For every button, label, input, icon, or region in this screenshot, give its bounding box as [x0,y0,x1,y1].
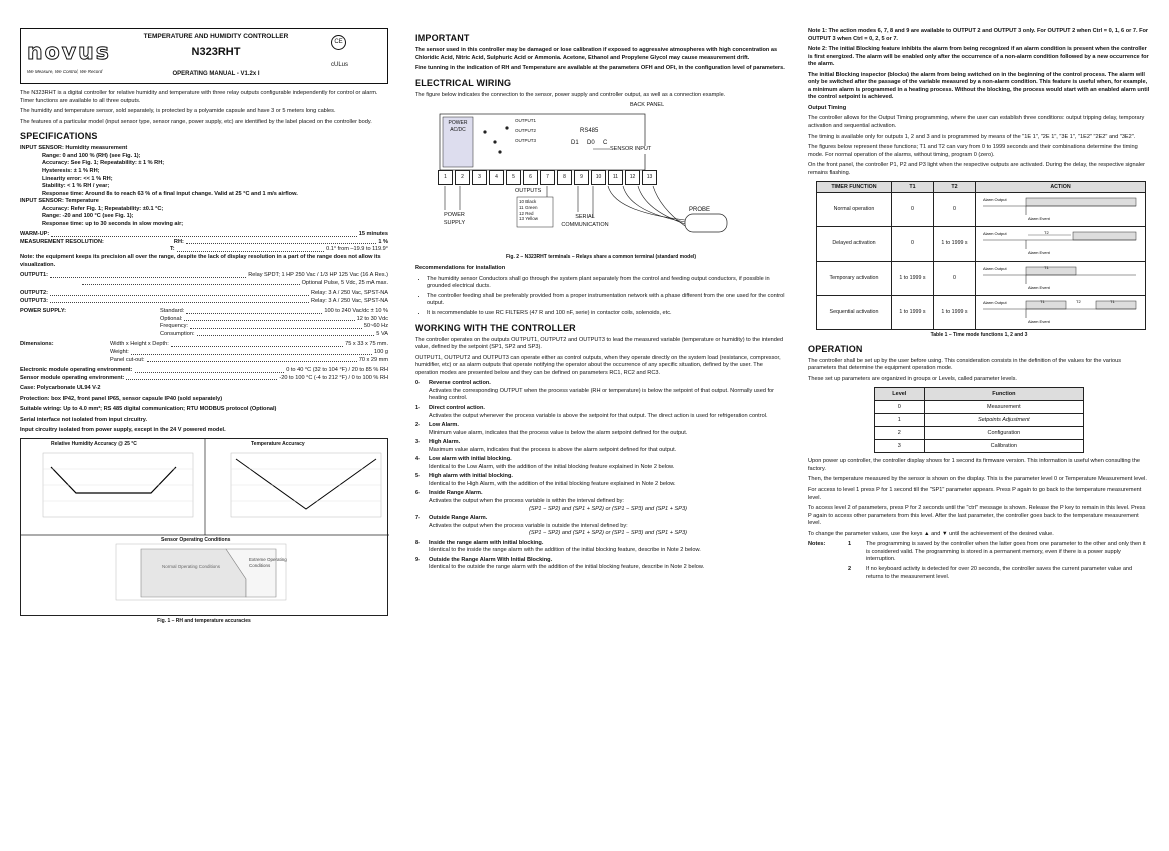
terminal: 6 [523,170,538,185]
spec-line: Stability: < 1 % RH / year; [42,183,110,190]
t2-label: T2 [1076,298,1081,304]
terminal: 12 [625,170,640,185]
mode-item [415,557,787,572]
level-header: Level [875,388,925,401]
dimensions-label: Dimensions: [20,341,54,348]
chart1-title: Relative Humidity Accuracy @ 25 °C [51,440,137,447]
note-number: 1 [848,541,852,548]
t1-label: T1 [1044,264,1049,270]
levels-table [874,387,1084,453]
output3-row [20,298,388,306]
temperature-spec-title: INPUT SENSOR: Temperature [20,198,99,205]
operation-paragraph: To access level 2 of parameters, press P for 2 seconds until the "ctrl" message is shown. Release the P key to remain in this level. Press P again to access other parameters from this level. After the last parameter, the controller goes back to the temperature measurement level. [808,505,1146,527]
mode-key: 8- [415,539,420,546]
mode-desc: Activates the output when the process variable is outside the interval defined by: [429,522,628,529]
wire-number: 12 [519,210,525,216]
terminal: 10 [591,170,606,185]
output2-value: Relay: 3 A / 250 Vac, SPST-NA [310,290,388,297]
wire-color: Yellow [525,216,539,222]
timer-t1: 1 to 1999 s [891,261,933,295]
timer-function: Delayed activation [817,227,892,261]
power-value: 100 to 240 Vac/dc ± 10 % [324,308,388,315]
serial-communication-label: SERIAL COMMUNICATION [561,214,609,228]
wire-number: 13 [519,216,525,222]
column-1 [20,90,388,625]
rh-resolution: 1 % [378,238,388,245]
output2-diagram-label: OUTPUT2 [515,128,537,134]
level-number: 2 [875,427,925,440]
column-2 [415,28,787,574]
resolution-label: MEASUREMENT RESOLUTION: [20,238,104,245]
output3-value: Relay: 3 A / 250 Vac, SPST-NA [310,297,388,304]
operation-paragraph: The controller shall be set up by the user before using. This consideration consists in the definition of the values for the various parameters that determine the equipment operation mode. [808,357,1122,372]
mode-key: 5- [415,473,420,480]
note-number: 2 [848,565,852,572]
output1-value: Relay SPDT; 1 HP 250 Vac / 1/3 HP 125 Vac (16 A Res.) [248,272,388,279]
humidity-spec-title: INPUT SENSOR: Humidity measurement [20,145,128,152]
terminal: 11 [608,170,623,185]
mode-key: 6- [415,490,420,497]
note-item [848,541,1150,564]
table-1-caption: Table 1 – Time mode functions 1, 2 and 3 [930,331,1028,338]
timing-paragraph: The timing is available only for outputs 1, 2 and 3 and is programmed by means of the "1E 1", "2E 1", "3E 1", "1E2" "2E2" and "3E2". [808,133,1136,140]
env1-value: 0 to 40 °C (32 to 104 °F) / 20 to 85 % RH [286,367,388,374]
alarm-output-label: Alarm Output [983,299,1007,305]
timer-t1: 0 [891,193,933,227]
sensor-input-label: SENSOR INPUT [610,146,652,153]
timing-diagram [976,261,1146,295]
chart3-title: Sensor Operating Conditions [161,536,231,543]
model-name: N323RHT [191,46,241,58]
intro-paragraph: The N323RHT is a digital controller for relative humidity and temperature with three relay outputs configurable independently for control or alarm. Timer functions are available to all three outputs. [20,90,378,104]
c-label: C [603,140,608,147]
alarm-output-label: Alarm Output [983,231,1007,237]
resolution-rh-row [20,239,388,247]
wire-number: 11 [519,205,524,211]
operation-paragraph: Then, the temperature measured by the sensor is shown on the display. This is the parameter level 0 or Temperature Measurement level. [808,476,1147,483]
mode-title: High Alarm. [429,439,461,446]
warmup-label: WARM-UP: [20,231,50,238]
mode-formula: (SP1 − SP2) and (SP1 + SP2) or (SP1 − SP3) and (SP1 + SP3) [529,505,687,512]
power-supply-block [20,308,388,338]
mode-desc: Activates the output when the process variable is within the interval defined by: [429,498,624,505]
output-timing-title: Output Timing [808,104,847,111]
terminal: 3 [472,170,487,185]
normal-conditions-label: Normal Operating Conditions [161,563,221,569]
timing-paragraph: The controller allows for the Output Timing programming, where the user can establish three conditions: output tripping delay, temporary activation and sequential activation. [808,115,1145,130]
case-line: Case: Polycarbonate UL94 V-2 [20,385,101,392]
env2-label: Sensor module operating environment: [20,374,125,381]
dimension-key: Width x Height x Depth: [110,341,169,348]
power-supply-label: POWER SUPPLY: [20,308,66,315]
important-paragraph: Fine tunning in the indication of RH and Temperature are available at the parameters OFH and OFt, in the configuration level of parameters. [415,65,785,72]
timer-function: Normal operation [817,193,892,227]
timing-diagram [976,193,1146,227]
terminal: 8 [557,170,572,185]
power-value: 12 to 30 Vdc [356,315,388,322]
recommendations-title: Recommendations for installation [415,265,506,272]
mode-title: High alarm with initial blocking. [429,473,513,480]
spec-line: Accuracy: See Fig. 1; Repeatability: ± 1 % RH; [42,160,165,167]
spec-line: Hysteresis: ± 1 % RH; [42,167,100,174]
terminal: 9 [574,170,589,185]
operation-paragraph: These set up parameters are organized in groups or Levels, called parameter levels. [808,375,1017,382]
alarm-event-label: Alarm Event [1028,284,1050,290]
env2-row [20,375,388,383]
operation-paragraph: To change the parameter values, use the keys ▲ and ▼ until the achievement of the desired value. [808,530,1054,537]
mode-item [415,540,787,555]
notes-label: Notes: [808,541,826,548]
timer-header: TIMER FUNCTION [817,182,892,193]
wire-color: Black [525,199,537,205]
warmup-value: 15 minutes [358,231,388,238]
spec-line: Range: 0 and 100 % (RH) (see Fig. 1); [42,152,141,159]
mode-key: 2- [415,422,420,429]
mode-desc: Minimum value alarm, indicates that the process value is below the alarm setpoint defined for the output. [429,429,688,436]
t-label: T: [170,246,175,253]
operation-paragraph: For access to level 1 press P for 1 second till the "SP1" parameter appears. Press P again to go back to the temperature measurement level. [808,487,1142,501]
mode-title: Inside Range Alarm. [429,490,483,497]
level-function: Configuration [924,427,1083,440]
manual-version: OPERATING MANUAL - V1.2x I [172,71,260,77]
note-item [848,566,1150,581]
mode-title: Reverse control action. [429,380,491,387]
operation-heading: OPERATION [808,343,863,354]
output3-label: OUTPUT3: [20,297,48,304]
dimensions-block [20,341,388,364]
resolution-note: Note: the equipment keeps its precision all over the range, despite the lack of display resolution in a part of the range does not allow its visualization. [20,253,381,268]
wiring-intro: The figure below indicates the connection to the sensor, power supply and controller output, as well as a connection example. [415,91,726,98]
output1-value-2: Optional Pulse, 5 Vdc, 25 mA max. [301,279,388,286]
d0-label: D0 [587,140,595,147]
figure-1-caption: Fig. 1 – RH and temperature accuracies [157,617,251,624]
resolution-t-row [20,246,388,254]
recommendation-item: • The humidity sensor Conductors shall go through the system plant separately from the control and feeding output conductors, if possible in grounded electrical ducts. [427,276,787,291]
tagline: We Measure, We Control, We Record [27,69,103,74]
level-header: Function [924,388,1083,401]
output2-label: OUTPUT2: [20,290,48,297]
mode-desc: Maximum value alarm, indicates that the process is above the alarm setpoint defined for that output. [429,446,677,453]
working-heading: WORKING WITH THE CONTROLLER [415,322,576,333]
wiring-diagram [415,102,787,252]
timer-t1: 1 to 1999 s [891,295,933,329]
d1-label: D1 [571,140,579,147]
temperature-spec-list [20,206,388,229]
mode-desc: Activates the output whenever the process variable is above the setpoint for that output. The direct action is used for refrigeration control. [429,412,768,419]
recommendations-list [415,276,787,318]
mode-key: 0- [415,380,420,387]
figure-1 [20,438,388,616]
t2-label: T2 [1044,230,1049,236]
terminal: 5 [506,170,521,185]
column-3 [808,28,1150,583]
mode-key: 4- [415,456,420,463]
timer-function-table [816,181,1146,330]
output2-row [20,290,388,298]
dimension-value: 100 g [374,349,388,355]
mode-item [415,490,787,513]
mode-key: 3- [415,439,420,446]
warmup-row [20,231,388,239]
alarm-event-label: Alarm Event [1028,318,1050,324]
timer-function: Temporary activation [817,261,892,295]
operation-paragraph: Upon power up controller, the controller display shows for 1 second its firmware version. This information is useful when consulting the factory. [808,458,1140,472]
spec-line: Response time: Around 8s to reach 63 % of a final input change. Valid at 25 °C and 1 m/s airflow. [42,190,298,197]
important-paragraph: The sensor used in this controller may be damaged or lose calibration if exposed to aggressive atmospheres with high concentration as Chloridic Acid, Nitric Acid, Sulphuric Acid or Ammonia. Acetone, Ethanol and Propylene Glycol may cause measurement drift. [415,47,778,61]
rh-label: RH: [173,238,184,245]
timing-diagram [976,295,1146,329]
power-key: Frequency: [160,323,188,330]
alarm-event-label: Alarm Event [1028,216,1050,222]
level-number: 0 [875,401,925,414]
document-header [20,28,388,84]
ul-mark-icon: cULus [331,62,349,68]
output1-label: OUTPUT1: [20,272,48,279]
note-2: Note 2: The initial Blocking feature inhibits the alarm from being recognized if an alarm condition is present when the controller is first energized. The alarm will be enabled only after the occurrence of a non-alarm condition followed by a new occurrence for the alarm. [808,46,1149,68]
ce-mark-icon: CE [331,35,346,50]
wire-number: 10 [519,199,525,205]
mode-desc: Identical to the outside the range alarm with the addition of the initial blocking feature, describe in Note 2 below. [429,564,705,571]
note-text: If no keyboard activity is detected for over 20 seconds, the controller saves the current parameter value and returns to the measurement level. [866,565,1133,580]
important-heading: IMPORTANT [415,33,470,43]
outputs-label: OUTPUTS [515,188,542,195]
timer-header: T2 [933,182,975,193]
spec-line: Response time: up to 30 seconds in slow moving air; [42,220,184,227]
figure-1-graphics [21,439,389,615]
dimensions-rows [110,341,388,364]
probe-label: PROBE [689,207,711,214]
level-number: 1 [875,414,925,427]
mode-key: 7- [415,515,420,522]
power-value: 50~60 Hz [363,323,388,330]
recommendation-item: • It is recommendable to use RC FILTERS (47 R and 100 nF, serie) in contactor coils, solenoids, etc. [427,310,787,318]
timing-diagram [976,227,1146,261]
wire-color-table [519,199,538,222]
specifications-heading: SPECIFICATIONS [20,131,98,142]
note-3: The initial Blocking inspector (blocks) the alarm from being switched on in the beginning of the control process. The alarm will only be switched after the passage of the variable measured by a non-alarm condition. This feature is useful when, for example, a minimum alarm is programmed in a heating process. Without the blocking, the process would start with an enabled alarm until the control setpoint is achieved. [808,71,1150,101]
back-panel-label: BACK PANEL [630,102,665,109]
output1-row-2 [20,280,388,288]
intro-paragraph: The features of a particular model (input sensor type, sensor range, power supply, etc) are identified by the label placed on the controller body. [20,118,372,125]
serial-line: Serial interface not isolated from input circuitry. [20,416,148,423]
level-function: Setpoints Adjustment [924,414,1083,427]
mode-item [415,473,787,488]
t-resolution: 0.1° from –19.9 to 119.9° [326,246,388,253]
mode-title: Outside Range Alarm. [429,515,488,522]
timing-paragraph: On the front panel, the controller P1, P2 and P3 light when the respective outputs are activated. During the delay, the respective signaler remains flashing. [808,162,1145,176]
mode-desc: Identical to the inside the range alarm with the addition of the initial blocking feature, describe in Note 2 below. [429,547,701,554]
alarm-output-label: Alarm Output [983,197,1007,203]
mode-key: 9- [415,556,420,563]
power-supply-label: POWER SUPPLY [443,212,466,226]
env2-value: -20 to 100 °C (-4 to 212 °F) / 0 to 100 % RH [279,374,388,381]
terminal: 2 [455,170,470,185]
power-key: Optional: [160,315,183,322]
recommendation-item: • The controller feeding shall be preferably provided from a proper instrumentation network with a phase different from the one used for the control output. [427,293,787,308]
notes-list [848,541,1150,583]
dimension-value: 75 x 33 x 75 mm. [345,341,388,348]
figure-2-caption: Fig. 2 – N323RHT terminals – Relays share a common terminal (standard model) [505,254,697,261]
timer-header: T1 [891,182,933,193]
spec-line: Range: -20 and 100 °C (see Fig. 1); [42,213,134,220]
terminal: 4 [489,170,504,185]
mode-item [415,422,787,437]
working-paragraph: The controller operates on the outputs OUTPUT1, OUTPUT2 and OUTPUT3 to lead the measured variable (temperature or humidity) to the intended value, defined by the setpoint (SP1, SP2 and SP3). [415,336,784,351]
note-text: The programming is saved by the controller when the latter goes from one parameter to the other and only then it is considered valid. The programming is stored in a permanent memory, even if there is a power supply interruption. [866,541,1146,563]
power-key: Consumption: [160,330,195,337]
env1-label: Electronic module operating environment: [20,367,133,374]
level-function: Calibration [924,440,1083,453]
novus-logo: novus [27,40,111,65]
mode-title: Inside the range alarm with initial blocking. [429,539,544,546]
extreme-conditions-label: Extreme Operating Conditions [249,556,287,568]
power-acdc-label: POWER AC/DC [448,120,468,134]
wiring-line: Suitable wiring: Up to 4.0 mm²; RS 485 digital communication; RTU MODBUS protocol (Optional) [20,406,277,413]
t1-label: T1 [1040,298,1045,304]
dimension-value: 70 x 29 mm [358,356,388,363]
wire-color: Red [525,210,534,216]
timer-t2: 1 to 1999 s [933,227,975,261]
mode-title: Direct control action. [429,405,485,412]
timer-t2: 1 to 1999 s [933,295,975,329]
mode-title: Outside the Range Alarm With Initial Blocking. [429,556,553,563]
timer-t2: 0 [933,261,975,295]
output3-diagram-label: OUTPUT3 [515,138,537,144]
spec-line: Accuracy: Refer Fig. 1; Repeatability: ±0.1 °C; [42,205,164,212]
timer-function: Sequential activation [817,295,892,329]
mode-desc: Identical to the Low Alarm, with the addition of the initial blocking feature explained in Note 2 below. [429,463,675,470]
intro-paragraph: The humidity and temperature sensor, sold separately, is protected by a polyamide capsule and have 3 or 5 meters long cables. [20,108,336,115]
mode-item [415,456,787,471]
alarm-event-label: Alarm Event [1028,250,1050,256]
mode-desc: Identical to the High Alarm, with the addition of the initial blocking feature explained in Note 2 below. [429,480,676,487]
mode-item [415,405,787,420]
doc-title: TEMPERATURE AND HUMIDITY CONTROLLER [143,33,289,40]
notes-block [808,541,1150,583]
alarm-output-label: Alarm Output [983,265,1007,271]
level-function: Measurement [924,401,1083,414]
dimension-key: Panel cut-out: [110,356,145,363]
terminal: 1 [438,170,453,185]
mode-title: Low Alarm. [429,422,459,429]
terminal: 7 [540,170,555,185]
output1-row [20,272,388,280]
mode-item [415,515,787,538]
mode-key: 1- [415,405,420,412]
timing-paragraph: The figures below represent these functions; T1 and T2 can vary from 0 to 1999 seconds and their combinations determine the timing mode. For normal operation of the alarms, without timing, program 0 (zero). [808,144,1138,158]
timer-t2: 0 [933,193,975,227]
terminal-strip [438,170,659,185]
mode-formula: (SP1 − SP2) and (SP1 + SP2) or (SP1 − SP3) and (SP1 + SP3) [529,530,687,537]
power-supply-rows [160,308,388,338]
mode-item [415,439,787,454]
t1-label: T1 [1110,298,1115,304]
power-key: Standard: [160,308,185,315]
terminal: 13 [642,170,657,185]
rs485-label: RS485 [580,128,599,135]
mode-title: Low alarm with initial blocking. [429,456,512,463]
mode-item [415,380,787,403]
power-value: 5 VA [376,330,388,337]
isolation-line: Input circuitry isolated from power supply, except in the 24 V powered model. [20,427,226,434]
wire-color: Green [524,205,538,211]
dimension-key: Weight: [110,349,129,355]
wiring-heading: ELECTRICAL WIRING [415,77,512,88]
mode-desc: Activates the corresponding OUTPUT when the process variable (RH or temperature) is below the setpoint of that output. Normally used for heating control. [429,387,775,402]
spec-line: Linearity error: << 1 % RH; [42,175,113,182]
action-modes [415,380,787,572]
level-number: 3 [875,440,925,453]
env1-row [20,367,388,375]
chart2-title: Temperature Accuracy [251,440,305,447]
humidity-spec-list [20,153,388,198]
output1-diagram-label: OUTPUT1 [515,118,537,124]
timer-header: ACTION [976,182,1146,193]
protection-line: Protection: box IP42, front panel IP65, sensor capsule IP40 (sold separately) [20,395,223,402]
working-paragraph: OUTPUT1, OUTPUT2 and OUTPUT3 can operate either as control outputs, when they operate directly on the system load (resistance, compressor, humidifier, etc) or as alarm outputs that operate notifying the operator about the occurrence of any specific situation, defined by the user. The operation modes are presented below and they can be defined on parameters RC1, RC2 and RC3. [415,354,781,376]
note-1: Note 1: The action modes 6, 7, 8 and 9 are available to OUTPUT 2 and OUTPUT 3 only. For OUTPUT 2 when Ctrl = 0, 1, 6 or 7. For OUTPUT 3 when Ctrl = 0, 2, 5 or 7. [808,28,1149,42]
timer-t1: 0 [891,227,933,261]
